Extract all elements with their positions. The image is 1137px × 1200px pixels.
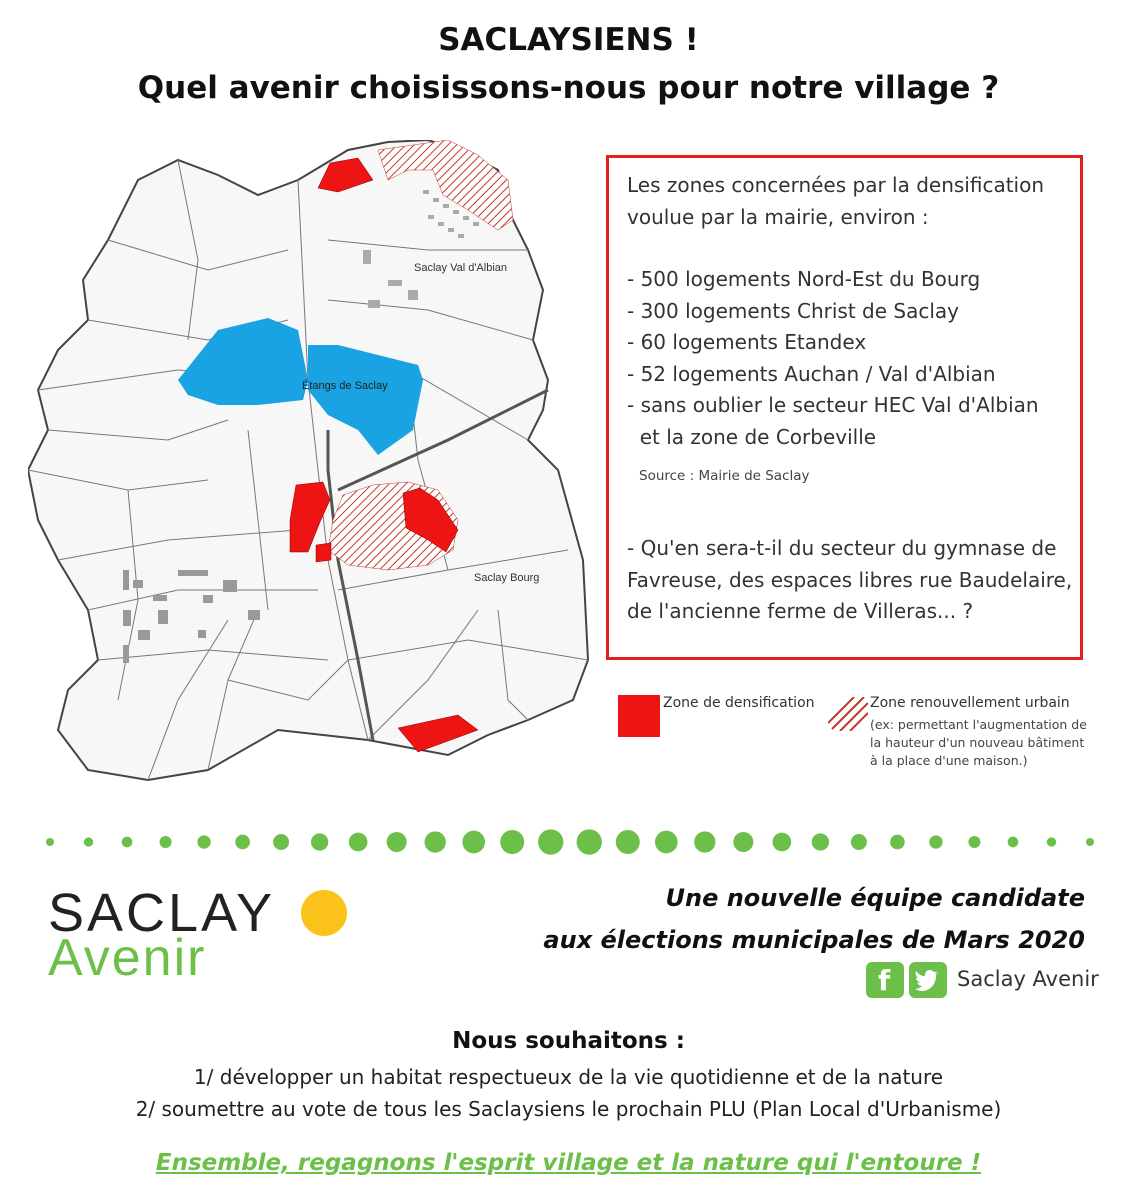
divider-dot xyxy=(773,833,792,852)
divider-dot xyxy=(349,833,368,852)
source-note: Source : Mairie de Saclay xyxy=(639,468,810,484)
list-item: - 500 logements Nord-Est du Bourg xyxy=(627,267,981,291)
divider-dot xyxy=(929,835,942,848)
divider-dot xyxy=(46,838,54,846)
question-line1: - Qu'en sera-t-il du secteur du gymnase de xyxy=(627,536,1057,560)
divider-dot xyxy=(694,831,715,852)
wish-item-2: 2/ soumettre au vote de tous les Saclaysiens le prochain PLU (Plan Local d'Urbanisme) xyxy=(135,1097,1002,1121)
legend-densification-swatch xyxy=(618,695,660,737)
info-box xyxy=(606,155,1083,660)
wish-item-1: 1/ développer un habitat respectueux de la vie quotidienne et de la nature xyxy=(193,1065,944,1089)
divider-dot xyxy=(500,830,524,854)
tagline-line1: Une nouvelle équipe candidate xyxy=(665,884,1085,912)
wishes-title: Nous souhaitons : xyxy=(452,1028,685,1054)
logo-text-saclay: SACLAY xyxy=(48,883,276,943)
densification-zone-small xyxy=(316,543,331,562)
divider-dot xyxy=(1086,838,1094,846)
tagline-line2: aux élections municipales de Mars 2020 xyxy=(543,926,1085,954)
divider-dot xyxy=(273,834,289,850)
twitter-icon[interactable] xyxy=(909,962,947,998)
slogan: Ensemble, regagnons l'esprit village et la nature qui l'entoure ! xyxy=(155,1150,982,1176)
map-label-bourg: Saclay Bourg xyxy=(474,572,540,584)
dotted-divider xyxy=(30,822,1110,862)
divider-dot xyxy=(616,830,640,854)
divider-dot xyxy=(387,832,407,852)
divider-dot xyxy=(1008,837,1019,848)
list-item: et la zone de Corbeville xyxy=(627,424,877,449)
map-label-val-albian: Saclay Val d'Albian xyxy=(414,262,508,274)
saclay-avenir-logo xyxy=(48,880,358,990)
divider-dot xyxy=(577,829,602,854)
divider-dot xyxy=(812,833,829,850)
headline-line2: Quel avenir choisissons-nous pour notre village ? xyxy=(137,70,1000,106)
facebook-icon[interactable]: f xyxy=(866,962,904,998)
divider-dot xyxy=(968,836,980,848)
divider-dot xyxy=(1047,837,1056,846)
legend-renewal-swatch xyxy=(828,697,868,731)
divider-dot xyxy=(538,829,563,854)
map-label-etangs: Étangs de Saclay xyxy=(302,380,388,392)
divider-dot xyxy=(84,837,93,846)
divider-dot xyxy=(890,835,905,850)
legend-renewal-note: (ex: permettant l'augmentation de la hauteur d'un nouveau bâtiment à la place d'une maison.) xyxy=(870,717,1087,768)
question-line2: Favreuse, des espaces libres rue Baudelaire, xyxy=(627,567,1073,592)
logo-text-avenir: Avenir xyxy=(48,929,207,987)
divider-dot xyxy=(311,833,328,850)
list-item: - sans oublier le secteur HEC Val d'Albian xyxy=(627,393,1039,417)
divider-dot xyxy=(197,835,210,848)
list-item: - 60 logements Etandex xyxy=(627,330,867,354)
list-item: - 52 logements Auchan / Val d'Albian xyxy=(627,361,996,386)
divider-dot xyxy=(122,837,133,848)
divider-dot xyxy=(160,836,172,848)
divider-dot xyxy=(425,831,446,852)
divider-dot xyxy=(733,832,753,852)
sun-icon xyxy=(301,890,347,936)
divider-dot xyxy=(235,835,250,850)
legend-densification-label: Zone de densification xyxy=(663,695,815,711)
legend-renewal-label: Zone renouvellement urbain xyxy=(870,695,1070,711)
social-handle: Saclay Avenir xyxy=(957,967,1099,991)
divider-dot xyxy=(851,834,867,850)
commune-outline xyxy=(28,140,588,780)
headline-line1: SACLAYSIENS ! xyxy=(438,22,699,58)
intro-line2: voulue par la mairie, environ : xyxy=(627,204,929,229)
question-line3: de l'ancienne ferme de Villeras... ? xyxy=(627,599,974,623)
intro-line1: Les zones concernées par la densification xyxy=(627,173,1045,197)
list-item: - 300 logements Christ de Saclay xyxy=(627,298,959,323)
saclay-zoning-map xyxy=(28,140,596,800)
divider-dot xyxy=(462,831,485,854)
divider-dot xyxy=(655,831,678,854)
